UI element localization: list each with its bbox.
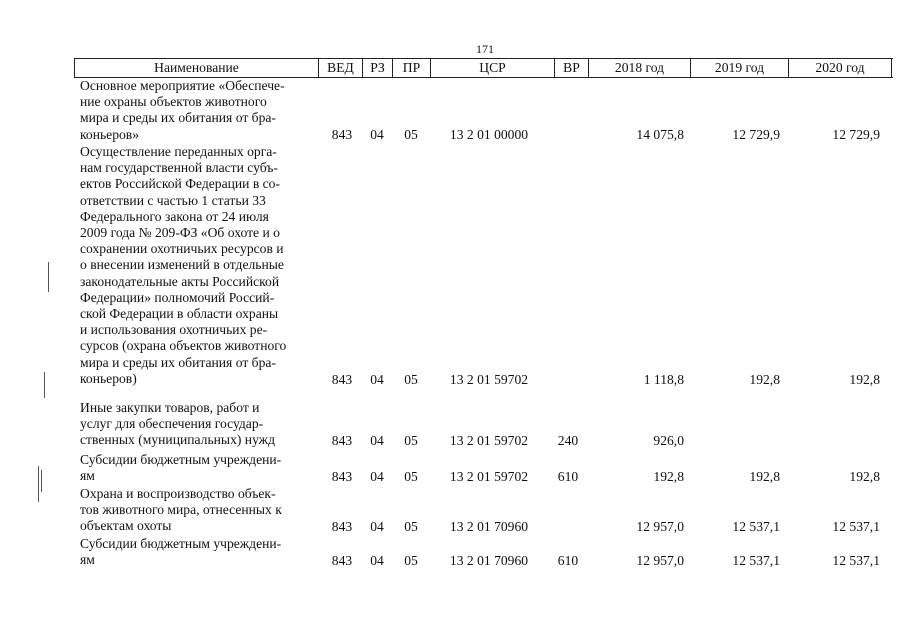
name-line: ние охраны объектов животного — [80, 94, 267, 110]
cell-2020: 192,8 — [849, 468, 880, 484]
cell-csr: 13 2 01 70960 — [449, 552, 529, 568]
name-line: Охрана и воспроизводство объек- — [80, 486, 276, 501]
header-csr: ЦСР — [431, 59, 555, 77]
cell-ved: 843 — [331, 432, 353, 448]
cell-ved: 843 — [331, 468, 353, 484]
cell-2020: 12 729,9 — [832, 126, 880, 142]
name-line: законодательные акты Российской — [80, 273, 280, 289]
cell-2019: 12 537,1 — [732, 552, 780, 568]
cell-csr: 13 2 01 59702 — [449, 371, 529, 387]
cell-csr: 13 2 01 70960 — [449, 518, 529, 534]
name-line: Иные закупки товаров, работ и — [80, 400, 260, 415]
name-line: мира и среды их обитания от бра- — [80, 110, 276, 126]
scan-mark — [38, 466, 39, 502]
cell-pr: 05 — [404, 518, 418, 534]
cell-ved: 843 — [331, 126, 353, 142]
cell-pr: 05 — [404, 552, 418, 568]
cell-2018: 14 075,8 — [636, 126, 684, 142]
cell-pr: 05 — [404, 371, 418, 387]
table-row — [74, 486, 892, 535]
name-line: объектам охоты — [80, 518, 172, 534]
header-2019: 2019 год — [691, 59, 789, 77]
name-line: ям — [80, 552, 95, 568]
cell-ved: 843 — [331, 518, 353, 534]
header-rz: РЗ — [363, 59, 393, 77]
cell-pr: 05 — [404, 432, 418, 448]
cell-rz: 04 — [370, 126, 384, 142]
row-name — [80, 452, 320, 484]
cell-csr: 13 2 01 00000 — [449, 126, 529, 142]
cell-rz: 04 — [370, 468, 384, 484]
table-row — [74, 400, 892, 449]
name-line: коньеров» — [80, 126, 140, 142]
name-line: ответствии с частью 1 статьи 33 — [80, 192, 266, 208]
cell-csr: 13 2 01 59702 — [449, 432, 529, 448]
cell-2020: 192,8 — [849, 371, 880, 387]
row-name — [80, 78, 320, 143]
header-ved: ВЕД — [319, 59, 363, 77]
table-row — [74, 536, 892, 569]
cell-2018: 12 957,0 — [636, 552, 684, 568]
name-line: нам государственной власти субъ- — [80, 160, 278, 176]
name-line: услуг для обеспечения государ- — [80, 416, 264, 432]
cell-vr: 240 — [557, 432, 579, 448]
table-header — [74, 58, 893, 78]
name-line: тов животного мира, отнесенных к — [80, 502, 282, 518]
table-row — [74, 78, 892, 143]
name-line: Федерации» полномочий Россий- — [80, 289, 275, 305]
cell-ved: 843 — [331, 371, 353, 387]
row-name — [80, 486, 320, 535]
cell-2019: 192,8 — [749, 468, 780, 484]
cell-2018: 12 957,0 — [636, 518, 684, 534]
name-line: Осуществление переданных орга- — [80, 144, 277, 159]
name-line: ской Федерации в области охраны — [80, 306, 279, 322]
row-name — [80, 400, 320, 449]
cell-2020: 12 537,1 — [832, 552, 880, 568]
name-line: ектов Российской Федерации в со- — [80, 176, 280, 192]
name-line: и использования охотничьих ре- — [80, 322, 268, 338]
name-line: Федерального закона от 24 июля — [80, 208, 269, 224]
name-line: ям — [80, 468, 95, 484]
cell-ved: 843 — [331, 552, 353, 568]
name-line: коньеров) — [80, 370, 137, 386]
name-line: 2009 года № 209-ФЗ «Об охоте и о — [80, 225, 280, 241]
header-pr: ПР — [393, 59, 431, 77]
cell-rz: 04 — [370, 518, 384, 534]
cell-2018: 1 118,8 — [643, 371, 684, 387]
name-line: Основное мероприятие «Обеспече- — [80, 78, 285, 93]
name-line: сурсов (охрана объектов животного — [80, 338, 287, 354]
table-row — [74, 452, 892, 485]
table-row — [74, 144, 892, 388]
row-name — [80, 536, 320, 568]
name-line: Субсидии бюджетным учреждени- — [80, 536, 282, 551]
cell-2018: 926,0 — [653, 432, 684, 448]
header-vr: ВР — [555, 59, 589, 77]
page-number: 171 — [476, 42, 494, 56]
scan-mark — [41, 470, 42, 492]
row-name — [80, 144, 320, 387]
cell-2019: 192,8 — [749, 371, 780, 387]
cell-2019: 12 729,9 — [732, 126, 780, 142]
scan-mark — [44, 372, 45, 398]
name-line: Субсидии бюджетным учреждени- — [80, 452, 282, 467]
scan-mark — [48, 262, 49, 292]
cell-pr: 05 — [404, 126, 418, 142]
cell-csr: 13 2 01 59702 — [449, 468, 529, 484]
name-line: ственных (муниципальных) нужд — [80, 432, 275, 448]
name-line: сохранении охотничьих ресурсов и — [80, 241, 284, 257]
cell-rz: 04 — [370, 552, 384, 568]
cell-2018: 192,8 — [653, 468, 684, 484]
header-2020: 2020 год — [789, 59, 892, 77]
name-line: мира и среды их обитания от бра- — [80, 354, 276, 370]
header-name: Наименование — [75, 59, 319, 77]
cell-2020: 12 537,1 — [832, 518, 880, 534]
cell-vr: 610 — [557, 468, 579, 484]
name-line: о внесении изменений в отдельные — [80, 257, 284, 273]
cell-2019: 12 537,1 — [732, 518, 780, 534]
cell-rz: 04 — [370, 432, 384, 448]
header-2018: 2018 год — [589, 59, 691, 77]
cell-vr: 610 — [557, 552, 579, 568]
cell-pr: 05 — [404, 468, 418, 484]
cell-rz: 04 — [370, 371, 384, 387]
